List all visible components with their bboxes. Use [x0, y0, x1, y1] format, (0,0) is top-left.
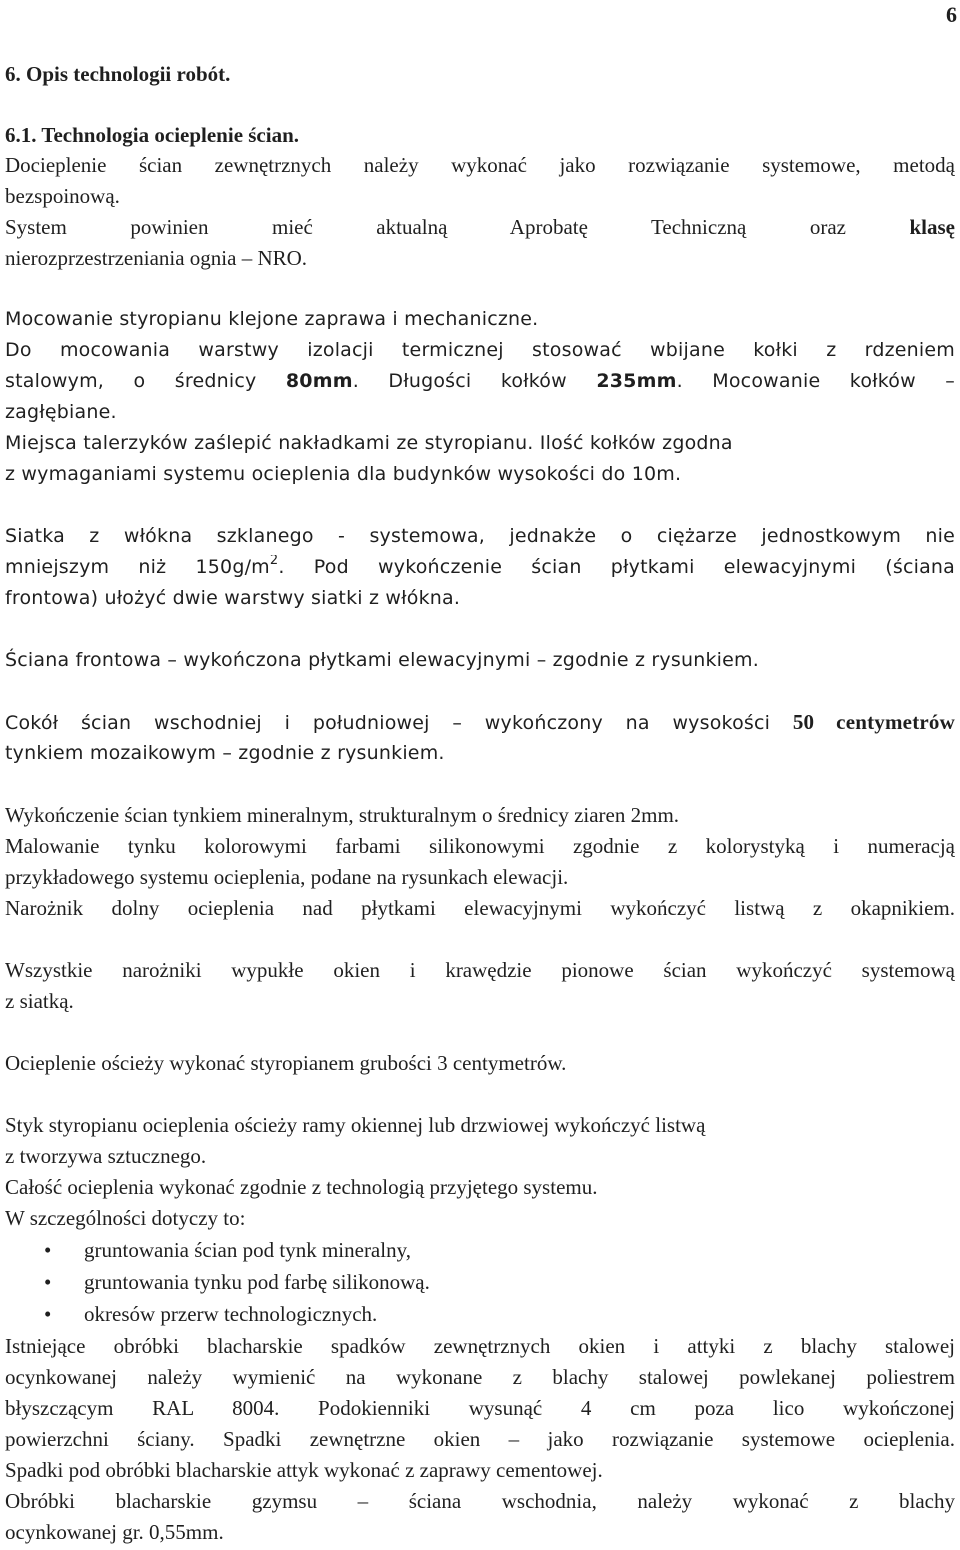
- paragraph-line: Istniejące obróbki blacharskie spadków zewnętrznych okien i attyki z blachy stalowej: [5, 1334, 955, 1358]
- paragraph-line: Ściana frontowa – wykończona płytkami elewacyjnymi – zgodnie z rysunkiem.: [5, 649, 759, 671]
- page-number: 6: [946, 2, 957, 27]
- text-span: stalowym, o średnicy: [5, 370, 286, 392]
- paragraph-line: Mocowanie styropianu klejone zaprawa i mechaniczne.: [5, 308, 539, 330]
- paragraph-line: nierozprzestrzeniania ognia – NRO.: [5, 246, 308, 270]
- text-span: . Mocowanie kołków –: [676, 370, 955, 392]
- bullet-list-item: gruntowania tynku pod farbę silikonową.: [84, 1270, 430, 1294]
- bullet-icon: •: [44, 1238, 52, 1262]
- paragraph-line: Siatka z włókna szklanego - systemowa, jednakże o ciężarze jednostkowym nie: [5, 525, 955, 547]
- text-span: Cokół ścian wschodniej i południowej – wykończony na wysokości: [5, 712, 793, 734]
- paragraph-line: zagłębiane.: [5, 401, 117, 423]
- bold-text: 80mm: [285, 370, 353, 392]
- paragraph-line: bezspoinową.: [5, 184, 120, 208]
- paragraph-line: Narożnik dolny ocieplenia nad płytkami elewacyjnymi wykończyć listwą z okapnikiem.: [5, 896, 955, 920]
- paragraph-line: tynkiem mozaikowym – zgodnie z rysunkiem.: [5, 742, 445, 764]
- paragraph-line: [5, 215, 955, 239]
- paragraph-line: błyszczącym RAL 8004. Podokienniki wysunąć 4 cm poza lico wykończonej: [5, 1396, 955, 1420]
- bullet-icon: •: [44, 1270, 52, 1294]
- text-span: System powinien mieć aktualną Aprobatę Techniczną oraz: [5, 215, 910, 239]
- text-span: mniejszym niż 150g/m: [5, 556, 270, 578]
- paragraph-line: Spadki pod obróbki blacharskie attyk wykonać z zaprawy cementowej.: [5, 1458, 603, 1482]
- paragraph-line: Malowanie tynku kolorowymi farbami silikonowymi zgodnie z kolorystyką i numeracją: [5, 834, 955, 858]
- paragraph-line: Obróbki blacharskie gzymsu – ściana wschodnia, należy wykonać z blachy: [5, 1489, 955, 1513]
- paragraph-line: ocynkowanej należy wymienić na wykonane z blachy stalowej powlekanej poliestrem: [5, 1365, 955, 1389]
- bold-text: klasę: [909, 215, 955, 239]
- paragraph-line: Docieplenie ścian zewnętrznych należy wykonać jako rozwiązanie systemowe, metodą: [5, 153, 955, 177]
- paragraph-line: Wykończenie ścian tynkiem mineralnym, strukturalnym o średnicy ziaren 2mm.: [5, 803, 680, 827]
- bullet-icon: •: [44, 1302, 52, 1326]
- paragraph-line: Całość ocieplenia wykonać zgodnie z technologią przyjętego systemu.: [5, 1175, 598, 1199]
- paragraph-line: z tworzywa sztucznego.: [5, 1144, 207, 1168]
- paragraph-line: [5, 710, 955, 734]
- paragraph-line: przykładowego systemu ocieplenia, podane na rysunkach elewacji.: [5, 865, 569, 889]
- paragraph-line: W szczególności dotyczy to:: [5, 1206, 246, 1230]
- superscript: 2: [269, 555, 279, 568]
- paragraph-line: Wszystkie narożniki wypukłe okien i krawędzie pionowe ścian wykończyć systemową: [5, 958, 955, 982]
- bold-text: 235mm: [596, 370, 677, 392]
- paragraph-line: Do mocowania warstwy izolacji termicznej stosować wbijane kołki z rdzeniem: [5, 339, 955, 361]
- section-heading: 6. Opis technologii robót.: [5, 62, 231, 86]
- bullet-list-item: gruntowania ścian pod tynk mineralny,: [84, 1238, 411, 1262]
- paragraph-line: z wymaganiami systemu ocieplenia dla budynków wysokości do 10m.: [5, 463, 682, 485]
- bullet-list-item: okresów przerw technologicznych.: [84, 1302, 378, 1326]
- paragraph-line: [5, 555, 955, 579]
- paragraph-line: powierzchni ściany. Spadki zewnętrzne okien – jako rozwiązanie systemowe ocieplenia.: [5, 1427, 955, 1451]
- paragraph-line: [5, 369, 955, 393]
- paragraph-line: Ocieplenie ościeży wykonać styropianem grubości 3 centymetrów.: [5, 1051, 567, 1075]
- text-span: . Pod wykończenie ścian płytkami elewacyjnymi (ściana: [278, 556, 955, 578]
- text-span: . Długości kołków: [352, 370, 597, 392]
- subsection-heading: 6.1. Technologia ocieplenie ścian.: [5, 123, 300, 147]
- bold-text: 50 centymetrów: [792, 710, 955, 734]
- paragraph-line: frontowa) ułożyć dwie warstwy siatki z włókna.: [5, 587, 461, 609]
- paragraph-line: Styk styropianu ocieplenia ościeży ramy okiennej lub drzwiowej wykończyć listwą: [5, 1113, 706, 1137]
- paragraph-line: ocynkowanej gr. 0,55mm.: [5, 1520, 224, 1544]
- paragraph-line: z siatką.: [5, 989, 74, 1013]
- paragraph-line: Miejsca talerzyków zaślepić nakładkami ze styropianu. Ilość kołków zgodna: [5, 432, 733, 454]
